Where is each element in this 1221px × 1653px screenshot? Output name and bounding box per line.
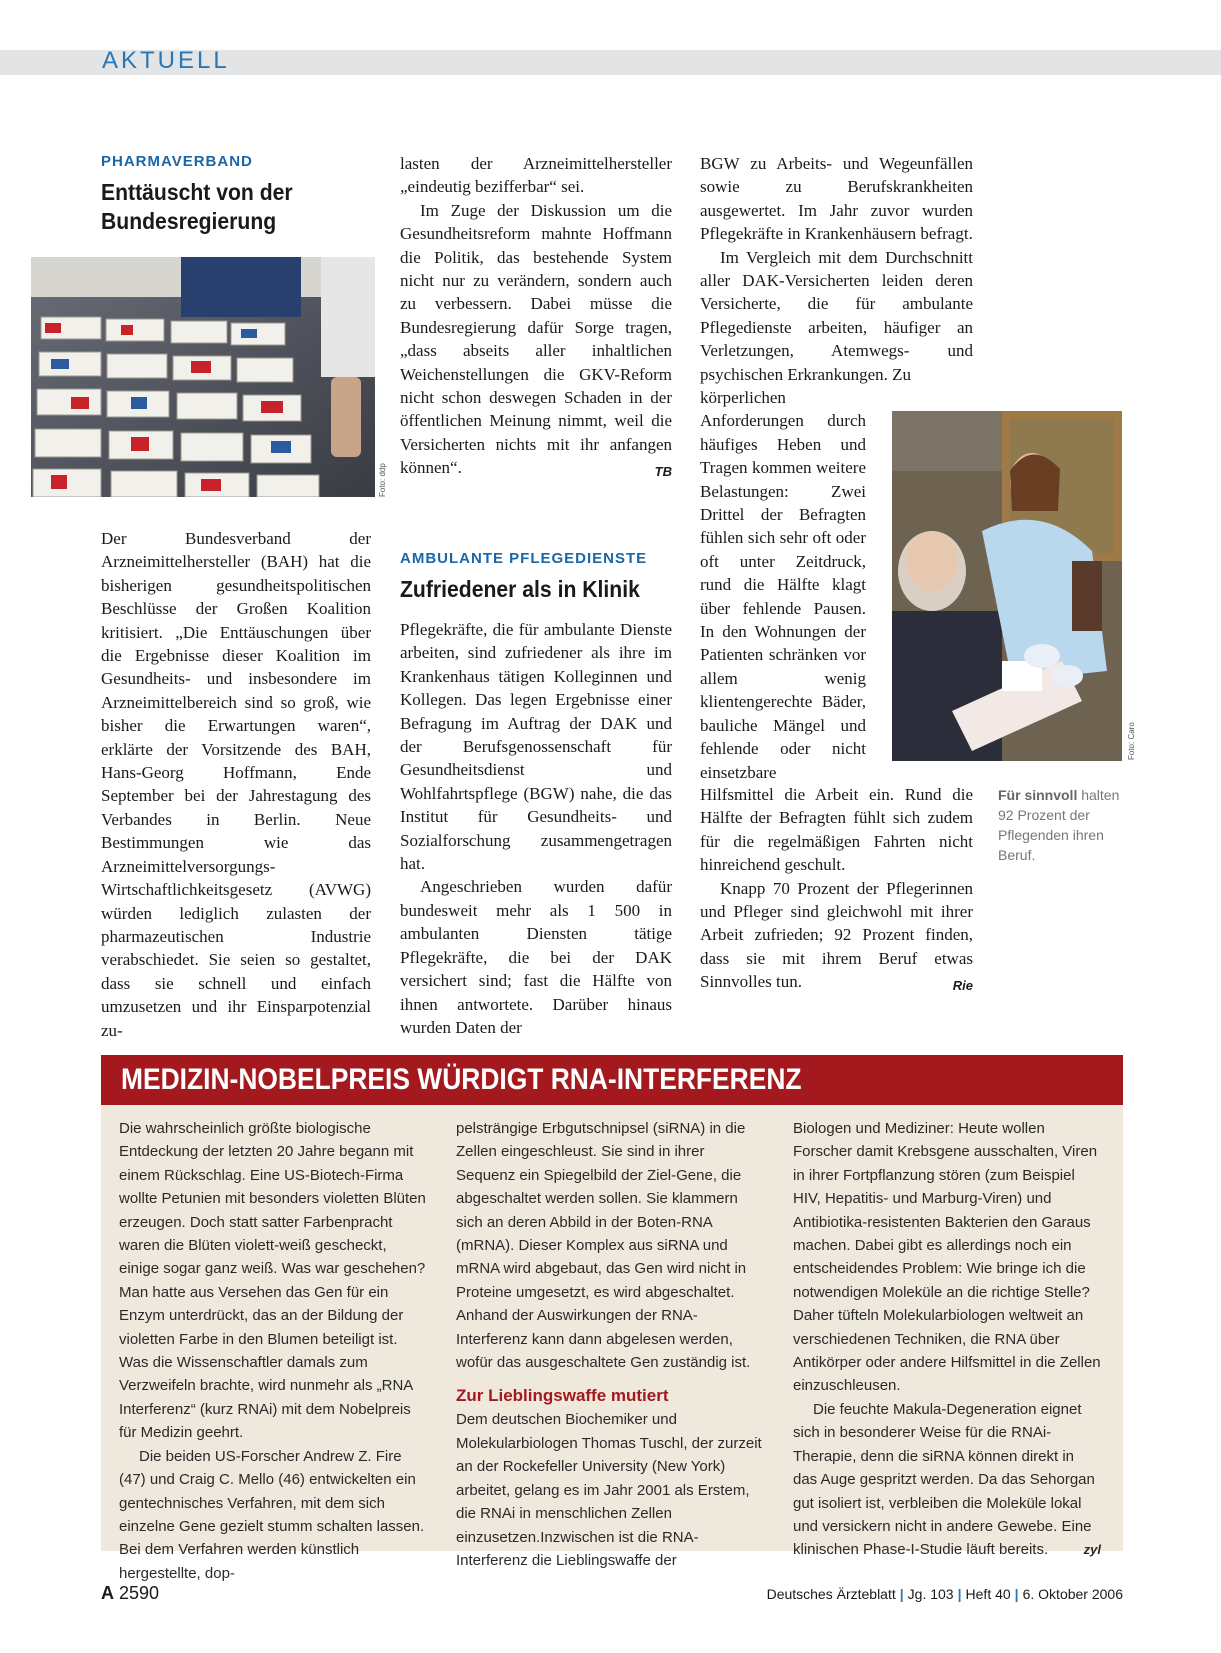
box-paragraph: Die wahrscheinlich größte biologische Entdeckung der letzten 20 Jahre begann mit einem Rückschlag. Eine US-Biotech-Firma wollte Petunien mit besonders violetten Blüten erzeugen. Doch statt satter Farbenpracht waren die Blüten violett-weiß gescheckt, einige sogar ganz weiß. Was war geschehen? Man hatte aus Versehen das Gen für ein Enzym unterdrückt, das an der Bildung der violetten Farbe in den Blumen beteiligt ist. Was die Wissenschaftler damals zum Verzweifeln brachte, wird nunmehr als „RNA Interferenz“ (kurz RNAi) mit dem Nobelpreis für Medizin geehrt. [119,1120,426,1442]
article2-paragraph: Hilfsmittel die Arbeit ein. Rund die Hälfte der Befragten fühlt sich zudem für die regelmäßigen Fahrten nicht hinreichend geschult. [700,785,973,875]
article1-column-2 [400,152,672,484]
journal-name: Deutsches Ärzteblatt [766,1586,896,1602]
article1-signature: TB [654,464,672,480]
article1-headline-line2: Bundesregierung [101,208,277,234]
article1-paragraph: Der Bundesverband der Arzneimittelhersteller (BAH) hat die bisherigen gesundheitspolitischen Beschlüsse der Großen Koalition kritisiert. „Die Enttäuschungen über die Ergebnisse dieser Koalition im Gesundheits- und insbesondere im Arzneimittelbereich sind so groß, wie bisher die Erwartungen waren“, erklärte der Vorsitzende des BAH, Hans-Georg Hoffmann, Ende September bei der Jahrestagung des Verbandes in Berlin. Neue Bestimmungen wie das Arzneimittelversorgungs-Wirtschaftlichkeitsgesetz (AVWG) würden lediglich zulasten der pharmazeutischen Industrie verabschiedet. Sie seien so gestaltet, dass sie schnell und einfach umzusetzen und ihr Einsparpotenzial zu- [101,529,371,1040]
box-column-3 [793,1117,1101,1562]
article2-paragraph: Pflegekräfte, die für ambulante Dienste arbeiten, sind zufriedener als ihre im Krankenhaus tätigen Kolleginnen und Kollegen. Das legen Ergebnisse einer Befragung im Auftrag der DAK und der Berufsgenossenschaft für Gesundheitsdienst und Wohlfahrtspflege (BGW) nahe, die das Institut für Gesundheits- und Sozialforschung zusammengetragen hat. [400,620,672,874]
pharmacy-drawer-photo [31,257,375,497]
separator: | [957,1586,962,1602]
journal-info [767,1586,1123,1602]
article2-kicker: AMBULANTE PFLEGEDIENSTE [400,550,648,567]
article2-signature: Rie [952,978,973,994]
article2-column-2-bottom [700,783,973,998]
article1-photo-credit: Foto: ddp [378,463,387,497]
article1-paragraph-text: Im Zuge der Diskussion um die Gesundheitsreform mahnte Hoffmann die Politik, das bestehende System nicht nur zu verändern, sondern auch zu verbessern. Dabei müsse die Bundesregierung dafür Sorge tragen, „dass abseits aller inhaltlichen Weichenstellungen die GKV-Reform nicht schon deswegen Schaden in der öffentlichen Meinung nimmt, weil die Versicherten nichts mit ihr anfangen können“. [400,200,672,478]
nurse-patient-image [892,411,1122,761]
box-paragraph-text: Die feuchte Makula-Degeneration eignet sich in besonderer Weise für die RNAi-Therapie, denn die siRNA können direkt in das Auge gespritzt werden. Da das Sehorgan gut isoliert ist, verbleiben die Moleküle lokal und versickern nicht in andere Gewebe. Eine klinischen Phase-I-Studie läuft bereits. [793,1400,1095,1559]
photo-caption [998,785,1128,865]
box-paragraph: Biologen und Mediziner: Heute wollen Forscher damit Krebsgene ausschalten, Viren in ihrer Fortpflanzung stören (zum Beispiel HIV, Hepatitis- und Marburg-Viren) und Antibiotika-resistenten Bakterien den Garaus machen. Dabei gibt es allerdings noch ein entscheidendes Problem: Wie bringe ich die notwendigen Moleküle an die richtige Stelle? Daher tüfteln Molekularbiologen weltweit an verschiedenen Techniken, die RNA über Antikörper oder andere Hilfsmittel in die Zellen einzuschleusen. [793,1120,1101,1395]
article2-paragraph: BGW zu Arbeits- und Wegeunfällen sowie zu Berufskrankheiten ausgewertet. Im Jahr zuvor wurden Pflegekräfte in Krankenhäusern befragt. [700,154,973,244]
section-label: AKTUELL [102,47,230,74]
article2-paragraph: Angeschrieben wurden dafür bundesweit mehr als 1 500 in ambulanten Diensten tätige Pflegekräfte, die bei der DAK versichert sind; fast die Hälfte von ihnen antwortete. Darüber hinaus wurden Daten der [400,877,672,1037]
box-signature: zyl [1083,1542,1101,1558]
nobel-prize-box [101,1055,1123,1582]
article1-kicker: PHARMAVERBAND [101,153,253,170]
journal-volume: Jg. 103 [907,1586,954,1602]
box-header [101,1055,1123,1105]
page-number [101,1583,159,1604]
box-title: MEDIZIN-NOBELPREIS WÜRDIGT RNA-INTERFERENZ [121,1063,802,1096]
article2-paragraph: körperlichen Anforderungen durch häufiges Heben und Tragen kommen weitere Belastungen: Zwei Drittel der Befragten fühlen sich sehr oft oder oft unter Zeitdruck, rund die Hälfte klagt über fehlende Pausen. In den Wohnungen der Patienten schränken vor allem wenig klientengerechte Bäder, bauliche Mängel und fehlende oder nicht einsetzbare [700,388,866,782]
page-prefix: A [101,1583,114,1603]
article2-column-2-top [700,152,973,386]
journal-date: 6. Oktober 2006 [1022,1586,1123,1602]
box-subheading: Zur Lieblingswaffe mutiert [456,1386,669,1406]
article2-headline: Zufriedener als in Klinik [400,576,640,602]
caption-text: halten 92 Prozent der Pflegenden ihren Beruf. [998,787,1120,863]
box-paragraph: Die beiden US-Forscher Andrew Z. Fire (47) und Craig C. Mello (46) entwickelten ein gentechnisches Verfahren, mit dem sich einzelne Gene gezielt stumm schalten lassen. Bei dem Verfahren werden künstlich hergestellte, dop- [119,1447,425,1582]
box-paragraph: pelsträngige Erbgutschnipsel (siRNA) in die Zellen eingeschleust. Sie sind in ihrer Sequenz ein Spiegelbild der Ziel-Gene, die abgeschaltet werden sollen. Sie klammern sich an deren Abbild in der Boten-RNA (mRNA). Dieser Komplex aus siRNA und mRNA wird abgebaut, das Gen wird nicht in Proteine umgesetzt, es wird abgeschaltet. Anhand der Auswirkungen der RNA-Interferenz kann dann abgelesen werden, wofür das ausgeschaltete Gen zuständig ist. [456,1120,751,1372]
box-column-1 [119,1117,427,1585]
journal-issue: Heft 40 [965,1586,1011,1602]
separator: | [899,1586,904,1602]
nurse-patient-photo [892,411,1122,761]
article2-paragraph: Im Vergleich mit dem Durchschnitt aller DAK-Versicherten leiden deren Versicherte, die für ambulante Pflegedienste arbeiten, häufiger an Verletzungen, Atemwegs- und psychischen Erkrankungen. Zu [700,247,973,384]
caption-bold: Für sinnvoll [998,787,1078,803]
article2-photo-credit: Foto: Caro [1127,722,1136,760]
article2-paragraph [700,877,973,994]
article1-headline-line1: Enttäuscht von der [101,179,293,205]
article2-column-1 [400,618,672,1039]
box-column-2 [456,1117,764,1572]
article2-paragraph-text: Knapp 70 Prozent der Pflegerinnen und Pfleger sind gleichwohl mit ihrer Arbeit zufrieden; 92 Prozent finden, dass sie mit ihrem Beruf etwas Sinnvolles tun. [700,878,973,992]
pharmacy-drawer-image [31,257,375,497]
page-number-value: 2590 [114,1583,160,1603]
article1-paragraph [400,199,672,480]
article2-column-2-narrow [700,386,866,784]
separator: | [1014,1586,1019,1602]
box-paragraph: Dem deutschen Biochemiker und Molekularbiologen Thomas Tuschl, der zurzeit an der Rockefeller University (New York) arbeitet, gelang es im Jahr 2001 als Erstem, die RNAi in menschlichen Zellen einzusetzen.Inzwischen ist die RNA-Interferenz die Lieblingswaffe der [456,1411,762,1569]
article1-paragraph: lasten der Arzneimittelhersteller „eindeutig bezifferbar“ sei. [400,154,672,197]
article1-column-1 [101,527,371,1042]
box-paragraph [793,1398,1101,1562]
